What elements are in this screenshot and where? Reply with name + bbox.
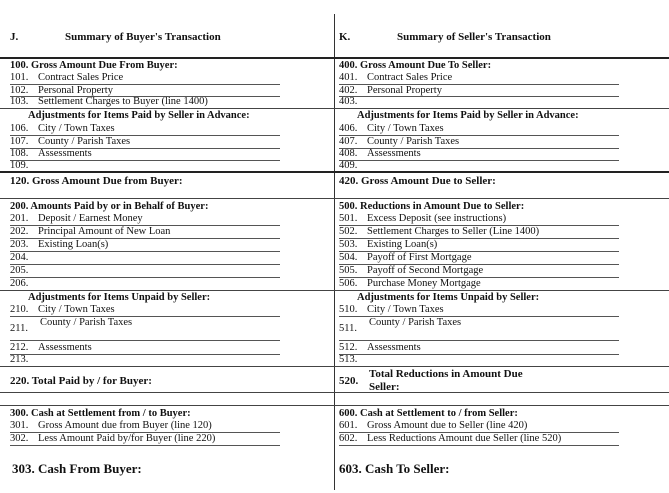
line-302: 302. Less Amount Paid by/for Buyer (line 220) (10, 433, 216, 444)
seller-summary-title: Summary of Seller's Transaction (397, 31, 551, 43)
line-203: 203. Existing Loan(s) (10, 239, 109, 250)
line-602: 602. Less Reductions Amount due Seller (line 520) (339, 433, 562, 444)
line-505: 505. Payoff of Second Mortgage (339, 265, 484, 276)
heading-100: 100. Gross Amount Due From Buyer: (10, 60, 178, 71)
heading-adjustments-paid-seller: Adjustments for Items Paid by Seller in Advance: (357, 110, 579, 121)
line-102: 102. Personal Property (10, 85, 113, 96)
line-407: 407. County / Parish Taxes (339, 136, 460, 147)
line-301: 301. Gross Amount due from Buyer (line 120) (10, 420, 212, 431)
line-511-label: County / Parish Taxes (369, 317, 462, 328)
line-204: 204. (10, 252, 29, 263)
line-401: 401. Contract Sales Price (339, 72, 453, 83)
heading-520-line2: Seller: (369, 381, 400, 393)
line-402: 402. Personal Property (339, 85, 442, 96)
underline-602 (339, 445, 619, 446)
heading-200: 200. Amounts Paid by or in Behalf of Buyer: (10, 201, 209, 212)
underline-408 (339, 160, 619, 161)
line-107: 107. County / Parish Taxes (10, 136, 131, 147)
heading-120: 120. Gross Amount Due from Buyer: (10, 175, 183, 187)
underline-203 (10, 251, 280, 252)
heading-303: 303. Cash From Buyer: (12, 461, 142, 476)
heading-600: 600. Cash at Settlement to / from Seller: (339, 408, 518, 419)
heading-adjustments-unpaid-buyer: Adjustments for Items Unpaid by Seller: (28, 292, 211, 303)
line-403: 403. (339, 96, 358, 107)
line-108: 108. Assessments (10, 148, 92, 159)
underline-511 (339, 340, 619, 341)
heading-520-num: 520. (339, 375, 359, 387)
heading-420: 420. Gross Amount Due to Seller: (339, 175, 496, 187)
line-109: 109. (10, 160, 29, 171)
heading-603: 603. Cash To Seller: (339, 461, 450, 476)
underline-512 (339, 354, 619, 355)
underline-205 (10, 277, 280, 278)
line-211-label: County / Parish Taxes (40, 317, 133, 328)
line-512: 512. Assessments (339, 342, 421, 353)
line-513: 513. (339, 354, 358, 365)
line-205: 205. (10, 265, 29, 276)
line-201: 201. Deposit / Earnest Money (10, 213, 143, 224)
underline-108 (10, 160, 280, 161)
heading-300: 300. Cash at Settlement from / to Buyer: (10, 408, 191, 419)
underline-402 (339, 96, 619, 97)
line-510: 510. City / Town Taxes (339, 304, 444, 315)
line-511-num: 511. (339, 323, 357, 334)
line-409: 409. (339, 160, 358, 171)
line-406: 406. City / Town Taxes (339, 123, 444, 134)
line-213: 213. (10, 354, 29, 365)
line-206: 206. (10, 278, 29, 289)
buyer-section-letter: J. (10, 31, 19, 43)
line-211-num: 211. (10, 323, 28, 334)
seller-column (335, 0, 669, 493)
line-101: 101. Contract Sales Price (10, 72, 124, 83)
line-103: 103. Settlement Charges to Buyer (line 1400) (10, 96, 208, 107)
heading-adjustments-paid-buyer: Adjustments for Items Paid by Seller in Advance: (28, 110, 250, 121)
underline-204 (10, 264, 280, 265)
heading-adjustments-unpaid-seller: Adjustments for Items Unpaid by Seller: (357, 292, 540, 303)
underline-302 (10, 445, 280, 446)
line-210: 210. City / Town Taxes (10, 304, 115, 315)
line-502: 502. Settlement Charges to Seller (Line 1400) (339, 226, 540, 237)
seller-section-letter: K. (339, 31, 351, 43)
line-202: 202. Principal Amount of New Loan (10, 226, 171, 237)
heading-220: 220. Total Paid by / for Buyer: (10, 375, 152, 387)
heading-400: 400. Gross Amount Due To Seller: (339, 60, 492, 71)
line-503: 503. Existing Loan(s) (339, 239, 438, 250)
buyer-summary-title: Summary of Buyer's Transaction (65, 31, 221, 43)
line-506: 506. Purchase Money Mortgage (339, 278, 481, 289)
underline-212 (10, 354, 280, 355)
line-601: 601. Gross Amount due to Seller (line 420) (339, 420, 528, 431)
heading-500: 500. Reductions in Amount Due to Seller: (339, 201, 525, 212)
line-212: 212. Assessments (10, 342, 92, 353)
underline-211 (10, 340, 280, 341)
line-504: 504. Payoff of First Mortgage (339, 252, 472, 263)
line-106: 106. City / Town Taxes (10, 123, 115, 134)
heading-520-line1: Total Reductions in Amount Due (369, 368, 523, 380)
buyer-column (0, 0, 334, 493)
line-408: 408. Assessments (339, 148, 421, 159)
line-501: 501. Excess Deposit (see instructions) (339, 213, 507, 224)
